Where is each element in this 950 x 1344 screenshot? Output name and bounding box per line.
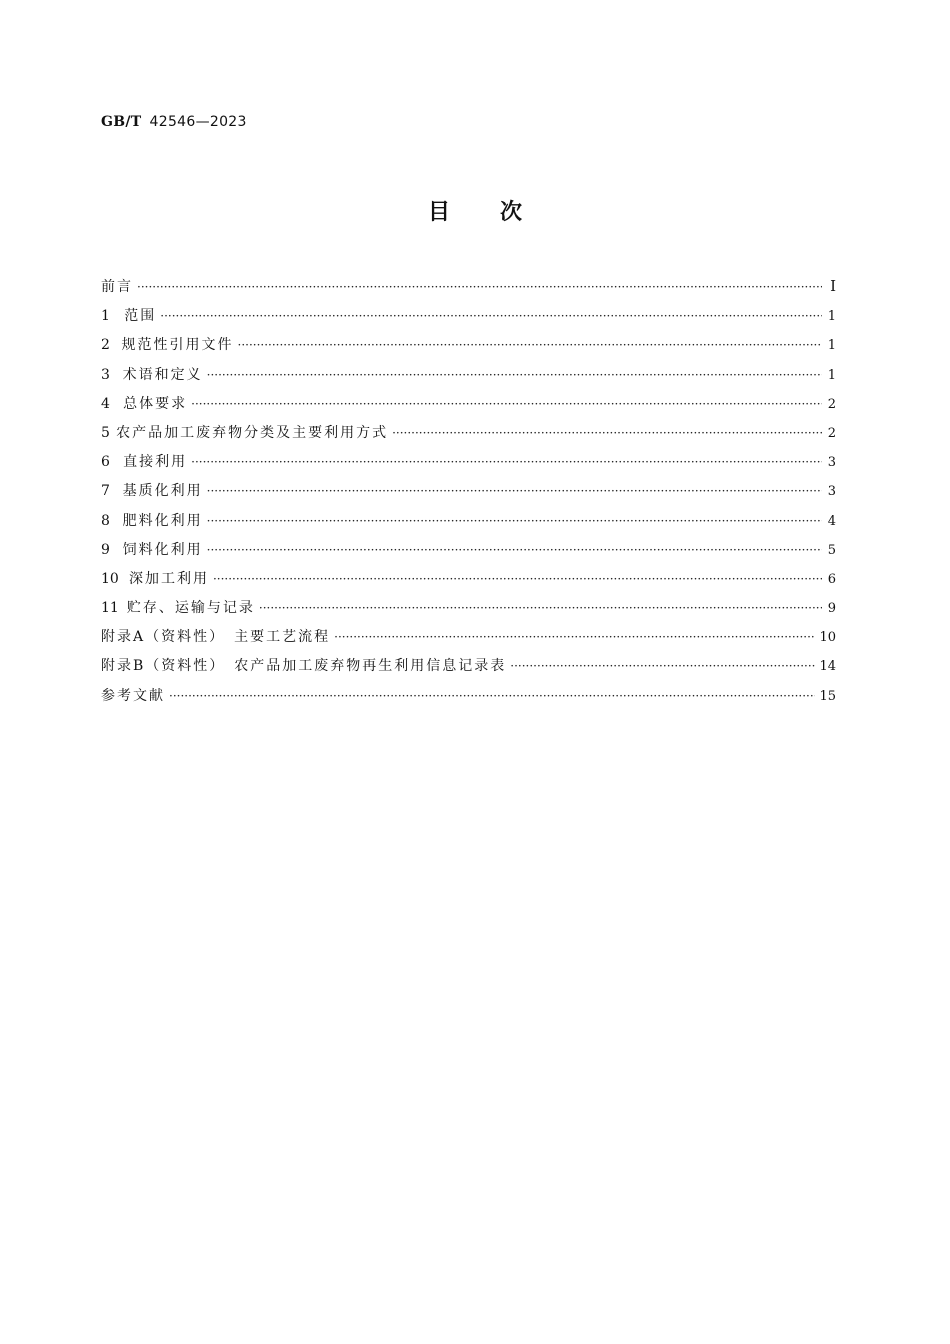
leader-dots [207,543,822,557]
leader-dots [238,338,822,352]
toc-page-number: 3 [827,455,836,471]
toc-page-number: 1 [827,309,836,325]
toc-entry-label: 肥料化利用 [122,512,203,529]
standard-prefix: GB/T [101,114,142,130]
page-title: 目次 [427,200,572,225]
leader-dots [207,368,822,382]
leader-dots [334,630,815,644]
toc-entry-9[interactable] [101,539,836,568]
leader-dots [510,659,815,673]
toc-section-number: 9 [101,541,110,558]
toc-page-number: 15 [819,688,836,704]
toc-entry-label: 农产品加工废弃物分类及主要利用方式 [116,424,389,441]
leader-dots [213,572,822,586]
table-of-contents [101,276,836,714]
toc-section-number: 10 [101,570,119,587]
toc-section-number: 3 [101,366,110,383]
toc-entry-4[interactable] [101,393,836,422]
toc-entry-8[interactable] [101,510,836,539]
toc-entry-label: 基质化利用 [122,483,203,500]
toc-entry-label: 规范性引用文件 [121,337,234,354]
toc-page-number: Ⅰ [830,277,836,295]
toc-section-number: 8 [101,512,110,529]
toc-entry-label: 前言 [101,279,133,295]
toc-page-number: 5 [827,542,836,558]
toc-entry-appendix-a[interactable] [101,626,836,655]
toc-section-number: 6 [101,454,110,471]
toc-entry-1[interactable] [101,305,836,334]
toc-entry-label: 总体要求 [123,395,188,412]
toc-section-number: 4 [101,395,110,412]
leader-dots [207,484,822,498]
toc-entry-label: 参考文献 [101,687,165,704]
leader-dots [259,601,822,615]
toc-entry-3[interactable] [101,364,836,393]
toc-entry-6[interactable] [101,451,836,480]
leader-dots [191,455,822,469]
toc-entry-label: 术语和定义 [122,366,203,383]
leader-dots [160,309,822,323]
toc-section-number: 1 [101,308,110,325]
toc-entry-2[interactable] [101,334,836,363]
toc-page-number: 10 [819,630,836,646]
toc-page-number: 3 [827,484,836,500]
toc-entry-label: 贮存、运输与记录 [126,600,255,617]
toc-page-number: 1 [827,338,836,354]
leader-dots [137,280,822,294]
toc-entry-5[interactable] [101,422,836,451]
standard-number: 42546—2023 [149,114,247,130]
toc-section-number: 11 [101,600,119,617]
toc-page-number: 9 [827,601,836,617]
toc-section-number: 5 [101,424,110,441]
toc-entry-references[interactable] [101,685,836,714]
toc-page-number: 6 [827,571,836,587]
toc-entry-label: 直接利用 [123,454,188,471]
toc-entry-7[interactable] [101,480,836,509]
toc-page-number: 2 [827,396,836,412]
toc-entry-11[interactable] [101,597,836,626]
toc-page-number: 4 [827,513,836,529]
leader-dots [191,397,822,411]
toc-entry-label: 附录A（资料性） 主要工艺流程 [101,629,331,646]
leader-dots [169,689,815,703]
toc-section-number: 2 [101,337,110,354]
standard-code [101,114,247,130]
toc-entry-label: 附录B（资料性） 农产品加工废弃物再生利用信息记录表 [101,658,507,675]
toc-page-number: 2 [827,425,836,441]
toc-entry-label: 深加工利用 [128,570,209,587]
leader-dots [392,426,822,440]
toc-page-number: 1 [827,367,836,383]
toc-entry-foreword[interactable] [101,276,836,305]
toc-entry-10[interactable] [101,568,836,597]
leader-dots [207,514,822,528]
toc-entry-appendix-b[interactable] [101,655,836,684]
toc-entry-label: 范围 [124,308,157,325]
toc-section-number: 7 [101,483,110,500]
toc-entry-label: 饲料化利用 [122,541,203,558]
toc-page-number: 14 [819,659,836,675]
